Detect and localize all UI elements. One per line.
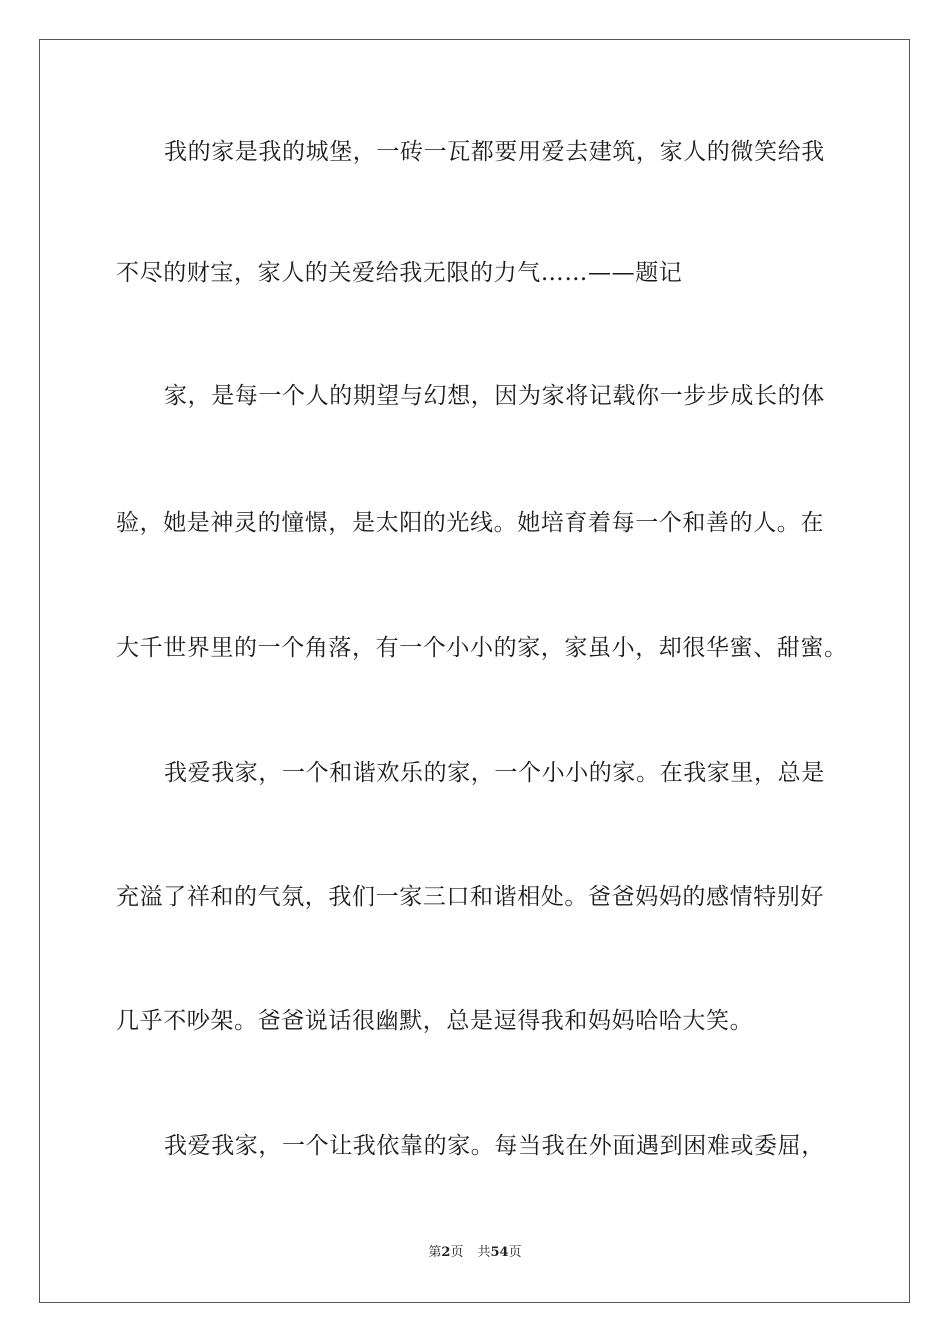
paragraph-line: 我的家是我的城堡，一砖一瓦都要用爱去建筑，家人的微笑给我	[164, 139, 825, 165]
page-number: 2	[441, 1245, 451, 1260]
page-suffix: 页	[450, 1245, 464, 1260]
paragraph-line: 大千世界里的一个角落，有一个小小的家，家虽小，却很华蜜、甜蜜。	[116, 635, 848, 661]
paragraph-line: 几乎不吵架。爸爸说话很幽默，总是逗得我和妈妈哈哈大笑。	[116, 1008, 754, 1034]
paragraph-line: 我爱我家，一个让我依靠的家。每当我在外面遇到困难或委屈，	[164, 1133, 825, 1159]
total-pages: 54	[490, 1245, 509, 1260]
page-footer	[0, 1244, 950, 1262]
page-prefix: 第	[428, 1245, 442, 1260]
paragraph-line: 我爱我家，一个和谐欢乐的家，一个小小的家。在我家里，总是	[164, 760, 825, 786]
paragraph-line: 验，她是神灵的憧憬，是太阳的光线。她培育着每一个和善的人。在	[116, 510, 824, 536]
page-border	[39, 39, 910, 1303]
paragraph-line: 不尽的财宝，家人的关爱给我无限的力气……——题记	[116, 260, 683, 286]
paragraph-line: 家，是每一个人的期望与幻想，因为家将记载你一步步成长的体	[164, 383, 825, 409]
total-prefix: 共	[477, 1245, 491, 1260]
total-suffix: 页	[508, 1245, 522, 1260]
paragraph-line: 充溢了祥和的气氛，我们一家三口和谐相处。爸爸妈妈的感情特别好	[116, 884, 824, 910]
